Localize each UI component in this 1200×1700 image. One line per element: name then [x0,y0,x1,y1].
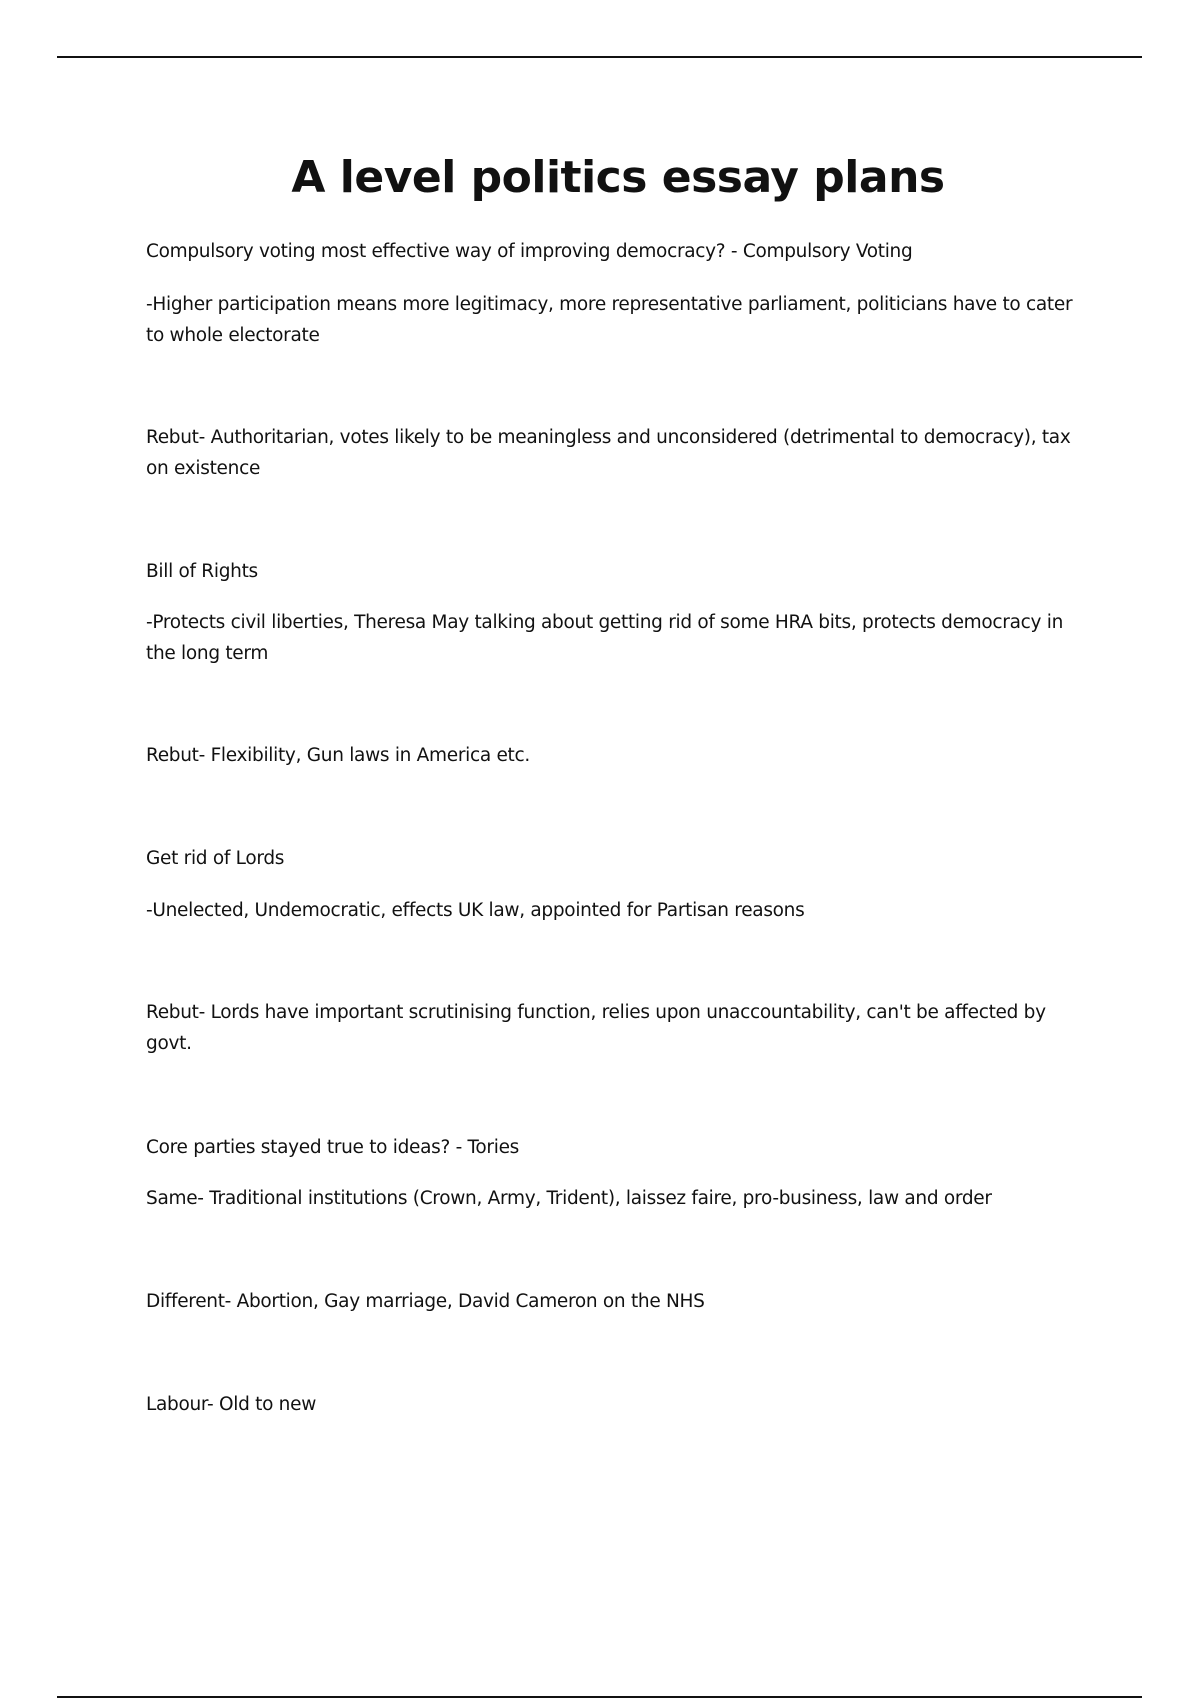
paragraph-bill-of-rights-for: -Protects civil liberties, Theresa May talking about getting rid of some HRA bits, protects democracy in the long term [146,612,1063,664]
document-title: A level politics essay plans [291,152,945,203]
paragraph-lords-heading: Get rid of Lords [146,848,285,869]
paragraph-compulsory-voting-question: Compulsory voting most effective way of improving democracy? - Compulsory Voting [146,241,913,262]
top-rule [57,56,1142,58]
paragraph-core-parties-question: Core parties stayed true to ideas? - Tories [146,1137,519,1158]
paragraph-lords-rebut: Rebut- Lords have important scrutinising function, relies upon unaccountability, can't be affected by govt. [146,1002,1046,1054]
paragraph-bill-of-rights-heading: Bill of Rights [146,561,258,582]
paragraph-bill-of-rights-rebut: Rebut- Flexibility, Gun laws in America etc. [146,745,530,766]
paragraph-compulsory-voting-for: -Higher participation means more legitimacy, more representative parliament, politicians have to cater to whole electorate [146,294,1073,346]
paragraph-lords-for: -Unelected, Undemocratic, effects UK law, appointed for Partisan reasons [146,900,805,921]
paragraph-compulsory-voting-rebut: Rebut- Authoritarian, votes likely to be meaningless and unconsidered (detrimental to democracy), tax on existence [146,427,1071,479]
paragraph-tories-same: Same- Traditional institutions (Crown, Army, Trident), laissez faire, pro-business, law and order [146,1188,992,1209]
paragraph-labour: Labour- Old to new [146,1394,317,1415]
bottom-rule [57,1696,1142,1698]
paragraph-tories-different: Different- Abortion, Gay marriage, David Cameron on the NHS [146,1291,705,1312]
